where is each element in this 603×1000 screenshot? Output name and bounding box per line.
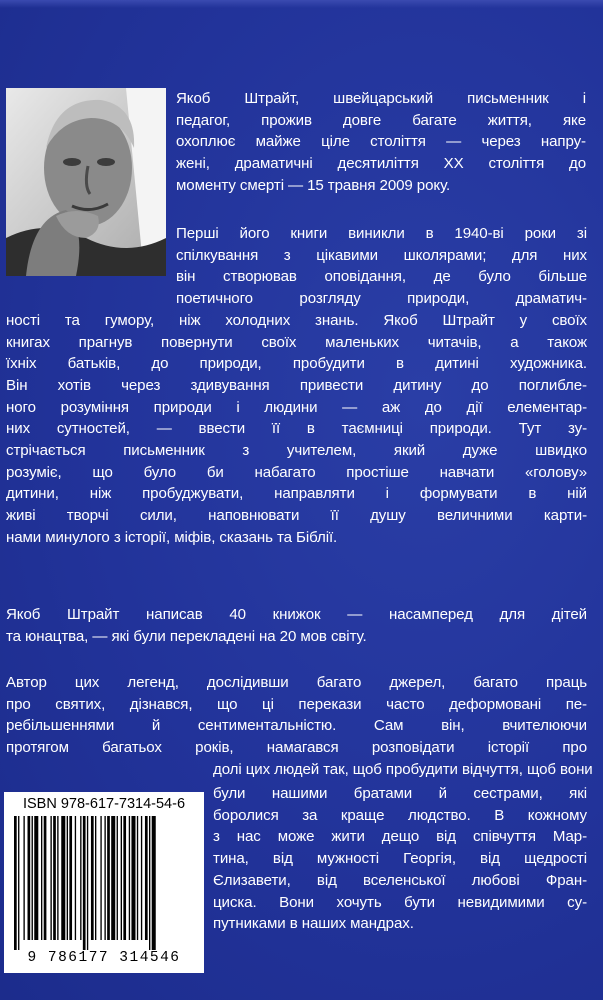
barcode-bar xyxy=(83,816,86,950)
barcode-bar xyxy=(145,816,148,940)
barcode-bar xyxy=(107,816,110,940)
barcode-bar xyxy=(100,816,101,940)
barcode-bar xyxy=(80,816,81,940)
text-line: тина, від мужності Георгія, від щедрості xyxy=(213,850,587,868)
barcode-bar xyxy=(129,816,130,940)
text-line: дитини, ніж пробуджувати, направляти і формувати в ній xyxy=(6,485,587,503)
text-line: Автор цих легенд, дослідивши багато джерел, багато праць xyxy=(6,674,587,691)
text-line: охоплює майже ціле століття — через напру- xyxy=(176,133,586,151)
barcode-bar xyxy=(91,816,94,940)
text-line: педагог, прожив довге багате життя, яке xyxy=(176,111,586,129)
barcode-bar xyxy=(104,816,105,940)
barcode-bar xyxy=(117,816,118,940)
barcode-bar xyxy=(121,816,122,940)
text-line: жені, драматичні десятиліття XX століття до xyxy=(176,155,586,173)
bio-paragraph-2 xyxy=(6,223,587,549)
isbn-label: ISBN 978-617-7314-54-6 xyxy=(22,796,186,812)
text-line: він створював оповідання, де було більше xyxy=(176,268,587,286)
text-line: Перші його книги виникли в 1940-ві роки зі xyxy=(176,225,587,242)
text-line: та юнацтва, — які були перекладені на 20 мов світу. xyxy=(6,627,367,645)
text-line: живі творчі сили, наповнювати її душу величними карти- xyxy=(6,507,587,525)
barcode-bar xyxy=(131,816,135,940)
bio-paragraph-4-continued xyxy=(213,783,587,935)
barcode-bar xyxy=(18,816,19,950)
text-line: долі цих людей так, щоб пробудити відчуття, щоб вони xyxy=(213,760,593,778)
barcode-bars xyxy=(12,816,196,950)
text-line: циска. Вони хочуть бути невидимими су- xyxy=(213,893,587,911)
text-line: їхніх батьків, до природи, пробудити в дитині художника. xyxy=(6,355,587,373)
barcode-bar xyxy=(152,816,156,950)
barcode-bar xyxy=(123,816,126,940)
barcode-digits: 9 786177 314546 xyxy=(27,950,181,966)
barcode-bar xyxy=(53,816,56,940)
text-line: Якоб Штрайт написав 40 книжок — насамперед для дітей xyxy=(6,606,587,623)
barcode-bar xyxy=(44,816,47,940)
text-line: стрічається письменник з учителем, який дуже швидко xyxy=(6,442,587,460)
author-photo xyxy=(6,88,166,276)
barcode-bar xyxy=(149,816,150,950)
bio-paragraph-4 xyxy=(6,672,593,781)
text-line: ребільшеннями й сентиментальністю. Сам він, вчителюючи xyxy=(6,717,587,735)
text-line: поетичного розгляду природи, драматич- xyxy=(176,290,587,308)
cover-edge xyxy=(0,0,603,8)
text-line: боролися за краще людство. В кожному xyxy=(213,806,587,824)
barcode-bar xyxy=(87,816,88,950)
text-line: ності та гумору, ніж холодних знань. Якоб Штрайт у своїх xyxy=(6,311,587,329)
text-line: путниками в наших мандрах. xyxy=(213,915,414,933)
text-line: Якоб Штрайт, швейцарський письменник і xyxy=(176,90,586,107)
text-line: про святих, дізнався, що ці перекази часто деформовані пе- xyxy=(6,695,587,713)
text-line: Єлизавети, від вселенської любові Фран- xyxy=(213,871,587,889)
text-line: з нас може жити дещо від співчуття Мар- xyxy=(213,828,587,846)
barcode-bar xyxy=(32,816,33,940)
barcode-bar xyxy=(141,816,142,940)
text-line: книгах прагнув повернути своїх маленьких читачів, а також xyxy=(6,333,587,351)
text-line: нами минулого з історії, міфів, сказань та Біблії. xyxy=(6,528,338,546)
barcode-bar xyxy=(23,816,24,940)
barcode-bar xyxy=(50,816,51,940)
bio-paragraph-1 xyxy=(176,88,586,197)
barcode-bar xyxy=(69,816,72,940)
text-line: моменту смерті — 15 травня 2009 року. xyxy=(176,176,451,194)
barcode-bar xyxy=(111,816,115,940)
barcode-bar xyxy=(34,816,38,940)
barcode-bar xyxy=(137,816,138,940)
text-line: них сутностей, — ввести її в таємниці природи. Тут зу- xyxy=(6,420,587,438)
barcode-bar xyxy=(61,816,65,940)
barcode-bar xyxy=(14,816,17,950)
text-line: протягом багатьох років, намагався розповідати історії про xyxy=(6,739,587,757)
barcode-bar xyxy=(95,816,96,940)
text-line: спілкування з цікавими школярами; для них xyxy=(176,246,587,264)
isbn-barcode-box xyxy=(4,792,204,973)
barcode-bar xyxy=(28,816,31,940)
barcode-bar xyxy=(67,816,68,940)
barcode-bar xyxy=(41,816,42,940)
text-line: розуміє, що було би набагато простіше навчати «голову» xyxy=(6,463,587,481)
text-line: ного розуміння природи і людини — аж до дії елементар- xyxy=(6,398,587,416)
barcode-bar xyxy=(57,816,58,940)
author-portrait-image xyxy=(6,88,166,276)
text-line: були нашими братами й сестрами, які xyxy=(213,785,587,802)
barcode-bar xyxy=(75,816,76,940)
bio-paragraph-3 xyxy=(6,604,587,647)
text-line: Він хотів через здивування привести дитину до поглибле- xyxy=(6,376,587,394)
